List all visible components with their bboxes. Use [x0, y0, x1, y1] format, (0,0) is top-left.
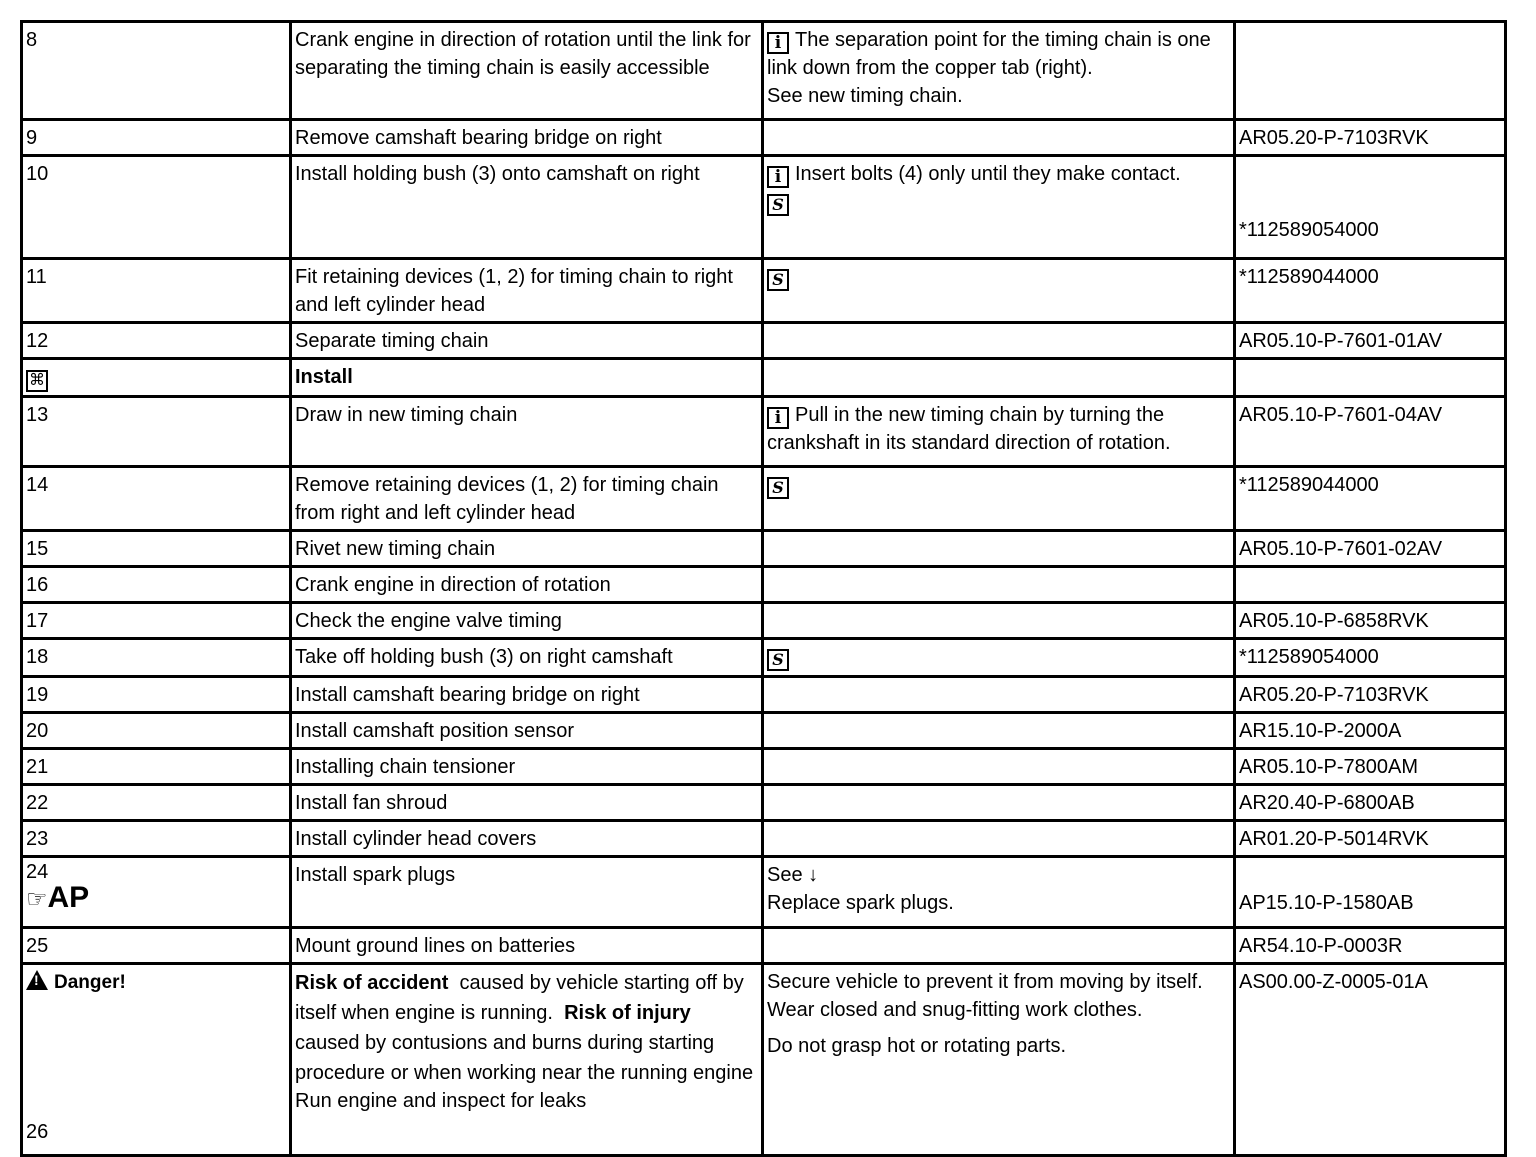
step-note: [763, 928, 1235, 964]
step-reference: AR20.40-P-6800AB: [1235, 785, 1506, 821]
step-number-text: 24: [26, 861, 49, 883]
danger-step-cell: [22, 964, 291, 1156]
info-icon: i: [767, 407, 789, 429]
step-note: [763, 359, 1235, 397]
risk-accident-label: Risk of accident: [295, 972, 449, 994]
step-note: [763, 749, 1235, 785]
step-reference: AR05.10-P-7601-01AV: [1235, 323, 1506, 359]
step-reference: *112589054000: [1235, 639, 1506, 677]
info-icon: i: [767, 32, 789, 54]
step-note: [763, 677, 1235, 713]
table-row: [22, 857, 1506, 928]
step-number: [22, 359, 291, 397]
arrow-down-icon: ↓: [808, 864, 819, 886]
step-action: Install cylinder head covers: [291, 821, 763, 857]
step-action: Separate timing chain: [291, 323, 763, 359]
table-row: [22, 156, 1506, 259]
step-action: Take off holding bush (3) on right camshaft: [291, 639, 763, 677]
step-action: Mount ground lines on batteries: [291, 928, 763, 964]
step-action: Run engine and inspect for leaks: [295, 1090, 587, 1112]
step-number: 22: [22, 785, 291, 821]
step-note: [763, 821, 1235, 857]
info-icon: i: [767, 166, 789, 188]
note-text: Replace spark plugs.: [767, 892, 954, 914]
step-number: 23: [22, 821, 291, 857]
step-action: Install fan shroud: [291, 785, 763, 821]
step-note: [763, 567, 1235, 603]
step-number: 9: [22, 120, 291, 156]
section-row-install: [22, 359, 1506, 397]
table-row: [22, 713, 1506, 749]
step-note: [763, 156, 1235, 259]
step-action: Installing chain tensioner: [291, 749, 763, 785]
danger-description: [291, 964, 763, 1156]
step-note: [763, 603, 1235, 639]
step-reference: [1235, 857, 1506, 928]
note-text: Pull in the new timing chain by turning the crankshaft in its standard direction of rotation.: [767, 404, 1171, 454]
table-row: [22, 323, 1506, 359]
step-number: 11: [22, 259, 291, 323]
step-number: 25: [22, 928, 291, 964]
tool-number: *112589054000: [1239, 219, 1379, 241]
step-action: Install camshaft position sensor: [291, 713, 763, 749]
step-note: [763, 531, 1235, 567]
step-action: Crank engine in direction of rotation: [291, 567, 763, 603]
table-row: [22, 928, 1506, 964]
risk-accident-text: caused by vehicle starting off by itself when engine is running.: [295, 972, 744, 1024]
measure-1: Secure vehicle to prevent it from moving by itself.: [767, 971, 1203, 993]
danger-row: [22, 964, 1506, 1156]
step-note: [763, 120, 1235, 156]
step-note: [763, 857, 1235, 928]
note-text-2: See new timing chain.: [767, 85, 963, 107]
table-row: [22, 22, 1506, 120]
step-note: [763, 259, 1235, 323]
step-number: 14: [22, 467, 291, 531]
step-note: [763, 467, 1235, 531]
step-reference: [1235, 22, 1506, 120]
reference-link: AP15.10-P-1580AB: [1239, 892, 1414, 914]
step-reference: [1235, 359, 1506, 397]
step-note: [763, 713, 1235, 749]
step-reference: AR54.10-P-0003R: [1235, 928, 1506, 964]
ap-label: AP: [47, 881, 90, 914]
step-reference: AR05.20-P-7103RVK: [1235, 677, 1506, 713]
warning-triangle-icon: [26, 970, 48, 990]
special-tool-icon: S: [767, 194, 789, 216]
table-row: [22, 821, 1506, 857]
see-label: See: [767, 864, 803, 886]
table-row: [22, 531, 1506, 567]
section-title: Install: [291, 359, 763, 397]
step-reference: AR05.10-P-7800AM: [1235, 749, 1506, 785]
special-tool-icon: S: [767, 649, 789, 671]
table-row: [22, 749, 1506, 785]
step-number: 21: [22, 749, 291, 785]
table-row: [22, 120, 1506, 156]
step-note: [763, 22, 1235, 120]
risk-injury-label: Risk of injury: [564, 1002, 691, 1024]
danger-label: Danger!: [54, 972, 126, 993]
note-text: Insert bolts (4) only until they make contact.: [795, 163, 1181, 185]
table-row: [22, 677, 1506, 713]
measure-3: Do not grasp hot or rotating parts.: [767, 1035, 1067, 1057]
step-note: [763, 397, 1235, 467]
step-reference: AR05.10-P-6858RVK: [1235, 603, 1506, 639]
note-text: The separation point for the timing chain is one link down from the copper tab (right).: [767, 29, 1211, 79]
step-number: 12: [22, 323, 291, 359]
step-action: Remove retaining devices (1, 2) for timing chain from right and left cylinder head: [291, 467, 763, 531]
step-reference: AR05.10-P-7601-02AV: [1235, 531, 1506, 567]
step-number: 16: [22, 567, 291, 603]
step-reference: AR05.20-P-7103RVK: [1235, 120, 1506, 156]
step-number: 8: [22, 22, 291, 120]
step-reference: AR15.10-P-2000A: [1235, 713, 1506, 749]
step-reference: AR05.10-P-7601-04AV: [1235, 397, 1506, 467]
step-action: Crank engine in direction of rotation until the link for separating the timing chain is easily accessible: [291, 22, 763, 120]
step-action: Draw in new timing chain: [291, 397, 763, 467]
risk-injury-text: caused by contusions and burns during starting procedure or when working near the running engine: [295, 1032, 754, 1084]
pointing-hand-icon: ☞: [26, 886, 48, 913]
step-number: 10: [22, 156, 291, 259]
table-row: [22, 467, 1506, 531]
table-row: [22, 259, 1506, 323]
step-number: 20: [22, 713, 291, 749]
step-number: 26: [26, 1121, 49, 1143]
step-action: Check the engine valve timing: [291, 603, 763, 639]
table-row: [22, 397, 1506, 467]
table-row: [22, 785, 1506, 821]
procedure-table: [20, 20, 1507, 1157]
step-action: Install spark plugs: [291, 857, 763, 928]
step-number: 13: [22, 397, 291, 467]
table-row: [22, 603, 1506, 639]
step-note: [763, 323, 1235, 359]
step-number: 18: [22, 639, 291, 677]
step-number: 17: [22, 603, 291, 639]
install-section-icon: ⌘: [26, 370, 48, 392]
table-row: [22, 567, 1506, 603]
step-action: Remove camshaft bearing bridge on right: [291, 120, 763, 156]
special-tool-icon: S: [767, 269, 789, 291]
step-number: 15: [22, 531, 291, 567]
measure-2: Wear closed and snug-fitting work clothes.: [767, 999, 1143, 1021]
step-action: Install holding bush (3) onto camshaft on right: [291, 156, 763, 259]
step-reference: AR01.20-P-5014RVK: [1235, 821, 1506, 857]
step-action: Rivet new timing chain: [291, 531, 763, 567]
step-number: [22, 857, 291, 928]
table-row: [22, 639, 1506, 677]
step-reference: *112589044000: [1235, 259, 1506, 323]
step-reference: AS00.00-Z-0005-01A: [1235, 964, 1506, 1156]
step-number: 19: [22, 677, 291, 713]
step-note: [763, 785, 1235, 821]
step-action: Install camshaft bearing bridge on right: [291, 677, 763, 713]
step-reference: [1235, 156, 1506, 259]
step-reference: [1235, 567, 1506, 603]
step-reference: *112589044000: [1235, 467, 1506, 531]
special-tool-icon: S: [767, 477, 789, 499]
step-note: [763, 639, 1235, 677]
step-action: Fit retaining devices (1, 2) for timing chain to right and left cylinder head: [291, 259, 763, 323]
danger-measures: [763, 964, 1235, 1156]
